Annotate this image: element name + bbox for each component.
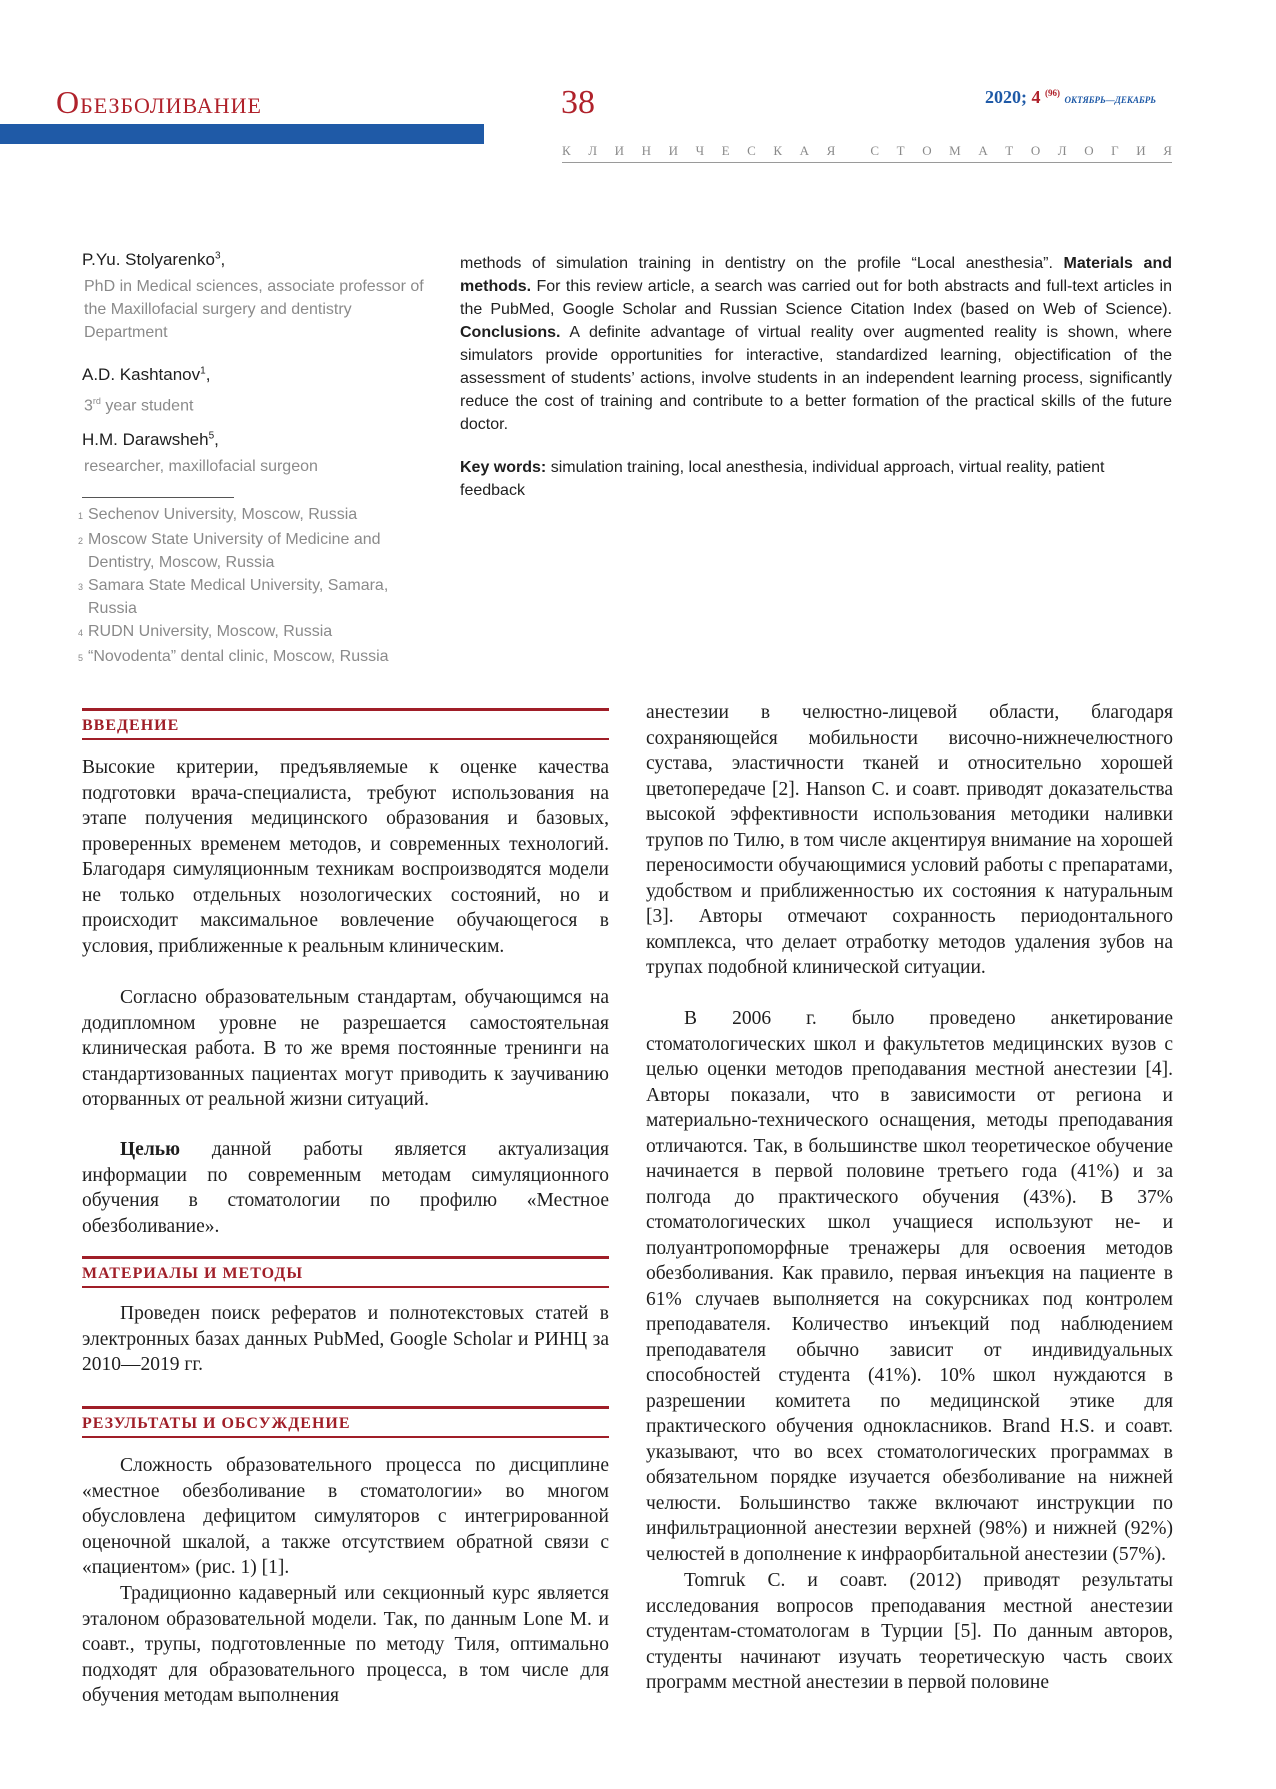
journal-name-letter: С [747, 143, 756, 158]
body-paragraph: В 2006 г. было проведено анкетирование стоматологических школ и факультетов медицинских вузов с целью оценки методов преподавания местной анестезии [4]. Авторы показали, что в зависимости от региона и материально-технического оснащения, методы преподавания отличаются. Так, в большинстве школ теоретическое обучение начинается в первой половине третьего года (41%) и за полгода до практического обучения (43%). В 37% стоматологических школ учащиеся используют не- и полуантропоморфные тренажеры для освоения методов обезболивания. Как правило, первая инъекция на пациенте в 61% случаев выполняется на сокурсниках под контролем преподавателя. Количество инъекций под наблюдением преподавателя обычно зависит от индивидуальных способностей студента (41%). 10% школ нуждаются в разрешении комитета по медицинской этике для практического обучения однокласников. Brand H.S. и соавт. указывают, что во всех стоматологических программах в обязательном порядке изучается обезболивание на нижней челюсти. Большинство также включают инструкции по инфильтрационной анестезии верхней (98%) и нижней (92%) челюстей в дополнение к инфраорбитальной анестезии (57%). [646, 1008, 1173, 1565]
body-paragraph: Традиционно кадаверный или секционный курс является эталоном образовательной модели. Так, по данным Lone M. и соавт., трупы, подготовленные по методу Тиля, оптимально подходят для образовательного процесса, в том числе для обучения методам выполнения [82, 1583, 609, 1706]
section-heading-intro: ВВЕДЕНИЕ [82, 708, 609, 740]
issue-number: 4 [1031, 87, 1041, 107]
journal-name-letter: Ч [695, 143, 705, 158]
journal-name-letter: М [949, 143, 961, 158]
author-name: H.M. Darawsheh$^5$, [82, 430, 219, 449]
journal-name-letter: И [668, 143, 678, 158]
author-name: P.Yu. Stolyarenko$^3$, [82, 250, 226, 269]
journal-name-letter: Т [896, 143, 905, 158]
journal-name-letter: И [614, 143, 625, 158]
journal-name-letter: А [978, 143, 988, 158]
journal-name-letter: И [1136, 143, 1146, 158]
journal-name-letter: О [1030, 143, 1041, 158]
journal-name-letter: К [562, 143, 571, 158]
body-paragraph: Проведен поиск рефератов и полнотекстовых статей в электронных базах данных PubMed, Google Scholar и РИНЦ за 2010—2019 гг. [82, 1303, 609, 1375]
author-role: PhD in Medical sciences, associate professor of the Maxillofacial surgery and dentistry Department [84, 278, 424, 341]
journal-name-letter: Н [641, 143, 652, 158]
author-name: A.D. Kashtanov$^1$, [82, 365, 211, 384]
section-title: Обезболивание [56, 84, 262, 120]
issue-year: 2020; [985, 87, 1027, 107]
journal-name-letter: Г [1111, 143, 1119, 158]
journal-name-letter: Л [1057, 143, 1067, 158]
issue-total: (96) [1045, 88, 1060, 98]
journal-name-letter: Л [588, 143, 598, 158]
journal-name-letter: Т [1005, 143, 1014, 158]
affiliation-item: 3 Samara State Medical University, Samara, Russia [78, 577, 389, 617]
journal-name-letter: Я [1163, 143, 1172, 158]
header-accent-bar [0, 124, 484, 144]
author-role: researcher, maxillofacial surgeon [84, 458, 318, 475]
affiliation-divider [82, 497, 234, 498]
body-paragraph: Tomruk C. и соавт. (2012) приводят результаты исследования вопросов преподавания местной анестезии студентам-стоматологам в Турции [5]. По данным авторов, студенты начинают изучать теоретическую часть своих программ местной анестезии в первой половине [646, 1570, 1173, 1693]
body-paragraph: Сложность образовательного процесса по дисциплине «местное обезболивание в стоматологии» во многом обусловлена дефицитом симуляторов с интегрированной оценочной шкалой, а также отсутствием обратной связи с «пациентом» (рис. 1) [1]. [82, 1455, 609, 1578]
body-paragraph: Целью данной работы является актуализация информации по современным методам симуляционного обучения в стоматологии по профилю «Местное обезболивание». [82, 1139, 609, 1237]
journal-rule [562, 162, 1172, 163]
keywords: Key words: simulation training, local anesthesia, individual approach, virtual reality, patient feedback [460, 459, 1105, 499]
journal-name-letter: К [773, 143, 783, 158]
materials-label: Materials and methods. [460, 255, 1172, 295]
section-heading-results: РЕЗУЛЬТАТЫ И ОБСУЖДЕНИЕ [82, 1406, 609, 1438]
section-heading-methods: МАТЕРИАЛЫ И МЕТОДЫ [82, 1256, 609, 1288]
body-paragraph: анестезии в челюстно-лицевой области, благодаря сохраняющейся мобильности височно-нижнечелюстного сустава, эластичности тканей и относительно хорошей цветопередаче [2]. Hanson C. и соавт. приводят доказательства высокой эффективности использования методики наливки трупов по Тилю, в том числе акцентируя внимание на хорошей переносимости обучающимися условий работы с препаратами, удобством и приближенностью их состояния к натуральным [3]. Авторы отмечают сохранность периодонтального комплекса, что делает отработку методов удаления зубов на трупах подобной клинической ситуации. [646, 702, 1173, 978]
issue-months: ОКТЯБРЬ—ДЕКАБРЬ [1064, 95, 1156, 105]
body-paragraph: Высокие критерии, предъявляемые к оценке качества подготовки врача-специалиста, требуют использования на этапе получения медицинского образования и базовых, проверенных временем методов, и современных технологий. Благодаря симуляционным техникам воспроизводятся модели не только отдельных нозологических состояний, но и происходит максимальное вовлечение обучающегося в условия, приближенные к реальным клиническим. [82, 757, 609, 957]
conclusions-label: Conclusions. [460, 324, 561, 341]
affiliations [78, 503, 418, 670]
author-role: 3rd year student [84, 396, 194, 415]
journal-name-letter: С [870, 143, 880, 158]
issue-info [985, 87, 1156, 108]
body-paragraph: Согласно образовательным стандартам, обучающимся на додипломном уровне не разрешается самостоятельная клиническая работа. В то же время постоянные тренинги на стандартизованных пациентах могут приводить к заучиванию оторванных от реальной жизни ситуаций. [82, 987, 609, 1110]
affiliation-item: 4 RUDN University, Moscow, Russia [78, 623, 333, 640]
abstract: methods of simulation training in dentistry on the profile “Local anesthesia”. Materials and methods. For this review article, a search was carried out for both abstracts and full-text articles in the PubMed, Google Scholar and Russian Science Citation Index (based on Web of Science). Conclusions. A definite advantage of virtual reality over augmented reality is shown, where simulators provide opportunities for interactive, standardized learning, objectification of the assessment of students’ actions, involve students in an independent learning process, significantly reduce the cost of training and contribute to a better formation of the practical skills of the future doctor. [460, 255, 1172, 433]
journal-name-letter: О [1084, 143, 1094, 158]
page-number: 38 [561, 84, 595, 121]
affiliation-item: 5 “Novodenta” dental clinic, Moscow, Russia [78, 648, 389, 665]
journal-name-letter: Е [721, 143, 730, 158]
affiliation-item: 1 Sechenov University, Moscow, Russia [78, 506, 358, 523]
journal-name-letter: О [922, 143, 932, 158]
affiliation-item: 2 Moscow State University of Medicine and Dentistry, Moscow, Russia [78, 531, 381, 571]
journal-name-letter: Я [826, 143, 836, 158]
journal-name-letter: А [799, 143, 810, 158]
keywords-label: Key words: [460, 459, 547, 476]
journal-name [562, 143, 1172, 159]
